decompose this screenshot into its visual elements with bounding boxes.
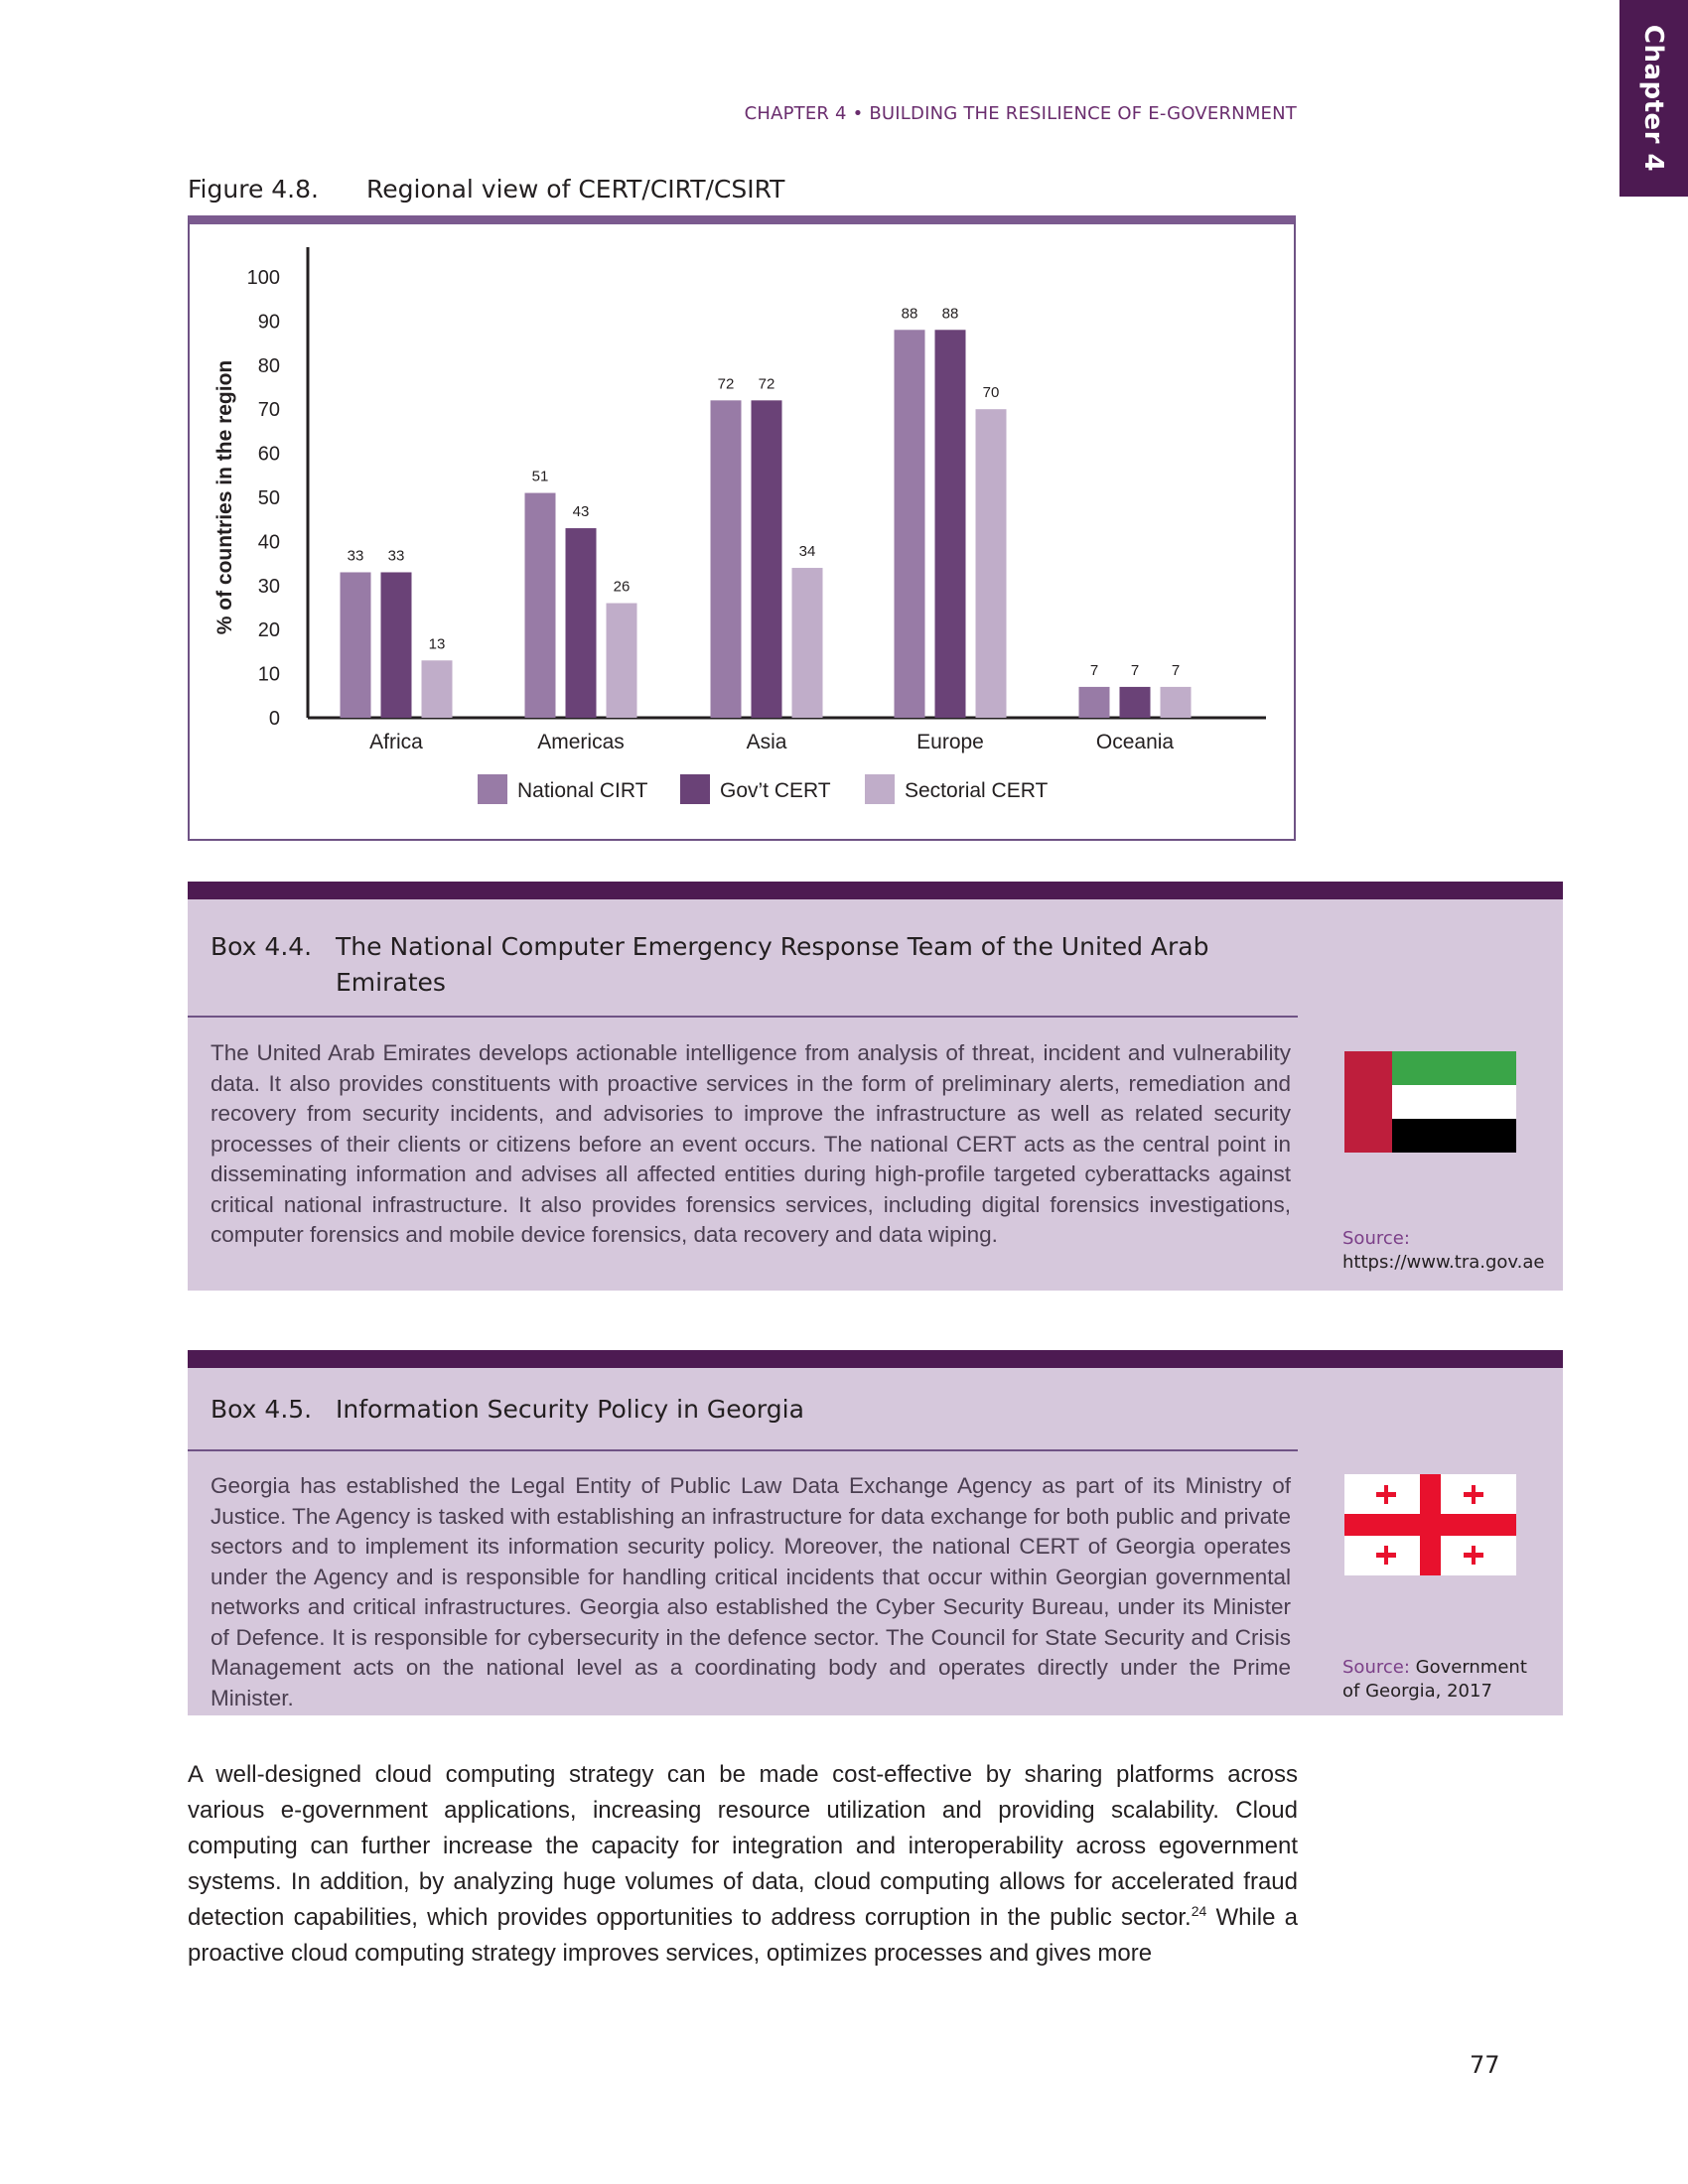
- box-divider: [188, 1016, 1298, 1018]
- bar-value-label: 51: [531, 468, 549, 485]
- bar-asia-1: [752, 400, 782, 718]
- box-title-text: Information Security Policy in Georgia: [336, 1395, 804, 1424]
- bar-value-label: 34: [798, 543, 816, 561]
- box-georgia-policy: [188, 1350, 1563, 1715]
- chapter-side-tab: [1619, 0, 1688, 197]
- chapter-side-tab-label: Chapter 4: [1638, 24, 1669, 173]
- box-uae-cert: [188, 882, 1563, 1291]
- y-tick-label: 40: [257, 531, 280, 554]
- x-category-label: Europe: [916, 731, 984, 753]
- bar-europe-0: [895, 330, 925, 718]
- chart-frame: [188, 215, 1296, 841]
- y-tick-label: 100: [246, 267, 280, 289]
- y-tick-label: 20: [257, 619, 280, 642]
- footnote-ref[interactable]: 24: [1191, 1903, 1207, 1919]
- bar-americas-1: [566, 528, 597, 718]
- bar-value-label: 72: [758, 375, 775, 393]
- bar-asia-2: [792, 568, 823, 718]
- box-source-uae: [1342, 1227, 1545, 1275]
- source-label: Source:: [1342, 1657, 1410, 1678]
- bar-value-label: 26: [613, 578, 631, 596]
- bar-value-label: 7: [1171, 661, 1181, 679]
- y-tick-label: 10: [257, 663, 280, 686]
- bar-europe-2: [976, 409, 1007, 718]
- bar-value-label: 13: [428, 635, 446, 653]
- y-tick-label: 0: [268, 708, 280, 730]
- bar-africa-1: [381, 572, 412, 718]
- bar-value-label: 88: [901, 305, 918, 323]
- bar-americas-0: [525, 493, 556, 718]
- source-text: https://www.tra.gov.ae: [1342, 1252, 1545, 1273]
- figure-caption: [188, 175, 784, 204]
- y-tick-label: 80: [257, 354, 280, 377]
- bar-value-label: 7: [1130, 661, 1140, 679]
- legend-label: Sectorial CERT: [905, 779, 1049, 802]
- bar-value-label: 72: [717, 375, 735, 393]
- page-number: 77: [1470, 2051, 1500, 2079]
- source-text: Government of Georgia, 2017: [1342, 1657, 1527, 1702]
- y-tick-label: 90: [257, 311, 280, 334]
- bar-africa-0: [341, 572, 371, 718]
- box-number: Box 4.5.: [211, 1395, 313, 1424]
- running-head: CHAPTER 4 • BUILDING THE RESILIENCE OF E-GOVERNMENT: [744, 103, 1297, 124]
- bar-value-label: 7: [1089, 661, 1099, 679]
- legend-swatch: [478, 774, 507, 804]
- box-divider: [188, 1449, 1298, 1451]
- bar-value-label: 33: [387, 547, 405, 565]
- box-number: Box 4.4.: [211, 932, 313, 961]
- bar-value-label: 70: [982, 384, 1000, 402]
- bar-asia-0: [711, 400, 742, 718]
- x-category-label: Americas: [537, 731, 625, 753]
- legend-label: National CIRT: [517, 779, 648, 802]
- bar-value-label: 33: [347, 547, 364, 565]
- bar-oceania-1: [1120, 687, 1151, 718]
- paragraph-continuation: While a proactive cloud computing strategy improves services, optimizes processes and gives more: [188, 1904, 1298, 1967]
- x-category-label: Oceania: [1095, 731, 1175, 753]
- figure-title: Regional view of CERT/CIRT/CSIRT: [366, 175, 785, 204]
- box-title-text: The National Computer Emergency Response Team of the United Arab Emirates: [336, 932, 1209, 997]
- bar-oceania-2: [1161, 687, 1192, 718]
- bar-value-label: 88: [941, 305, 959, 323]
- bar-value-label: 43: [572, 503, 590, 521]
- figure-number: Figure 4.8.: [188, 175, 319, 204]
- box-body-text: The United Arab Emirates develops actionable intelligence from analysis of threat, incident and vulnerability data. It also provides constituents with proactive services in the form of preliminary alerts, remediation and recovery from security incidents, and advisories to improve the infrastructure as well as related security processes of their clients or citizens before an event occurs. The national CERT acts as the central point in disseminating information and advises all affected entities during high-profile targeted cyberattacks against critical national infrastructure. It also provides forensics services, including digital forensics investigations, computer forensics and mobile device forensics, data recovery and data wiping.: [211, 1040, 1291, 1247]
- uae-flag-icon: [1344, 1051, 1516, 1153]
- legend-swatch: [680, 774, 710, 804]
- x-category-label: Africa: [369, 731, 423, 753]
- y-tick-label: 70: [257, 399, 280, 422]
- paragraph-text: A well-designed cloud computing strategy can be made cost-effective by sharing platforms across various e-government applications, increasing resource utilization and providing scalability. Cloud computing can further increase the capacity for integration and interoperability across egovernment systems. In addition, by analyzing huge volumes of data, cloud computing allows for accelerated fraud detection capabilities, which provides opportunities to address corruption in the public sector.: [188, 1761, 1298, 1931]
- bar-oceania-0: [1079, 687, 1110, 718]
- body-paragraph: [188, 1757, 1298, 1972]
- legend-swatch: [865, 774, 895, 804]
- bar-africa-2: [422, 660, 453, 718]
- bar-americas-2: [607, 604, 637, 718]
- bar-chart: [190, 224, 1294, 839]
- y-tick-label: 30: [257, 575, 280, 598]
- legend-label: Gov’t CERT: [720, 779, 831, 802]
- y-axis-title: % of countries in the region: [213, 359, 236, 635]
- bar-europe-1: [935, 330, 966, 718]
- x-category-label: Asia: [746, 731, 787, 753]
- box-source-georgia: [1342, 1656, 1531, 1704]
- y-tick-label: 50: [257, 487, 280, 509]
- source-label: Source:: [1342, 1228, 1410, 1249]
- georgia-flag-icon: [1344, 1474, 1516, 1575]
- box-body-text: Georgia has established the Legal Entity of Public Law Data Exchange Agency as part of its Ministry of Justice. The Agency is tasked with establishing an infrastructure for data exchange for both public and private sectors and to implement its information security policy. Moreover, the national CERT of Georgia operates under the Agency and is responsible for handling critical incidents that occur within Georgian governmental networks and critical infrastructures. Georgia also established the Cyber Security Bureau, under its Minister of Defence. It is responsible for cybersecurity in the defence sector. The Council for State Security and Crisis Management acts on the national level as a coordinating body and operates directly under the Prime Minister.: [211, 1473, 1291, 1710]
- y-tick-label: 60: [257, 443, 280, 466]
